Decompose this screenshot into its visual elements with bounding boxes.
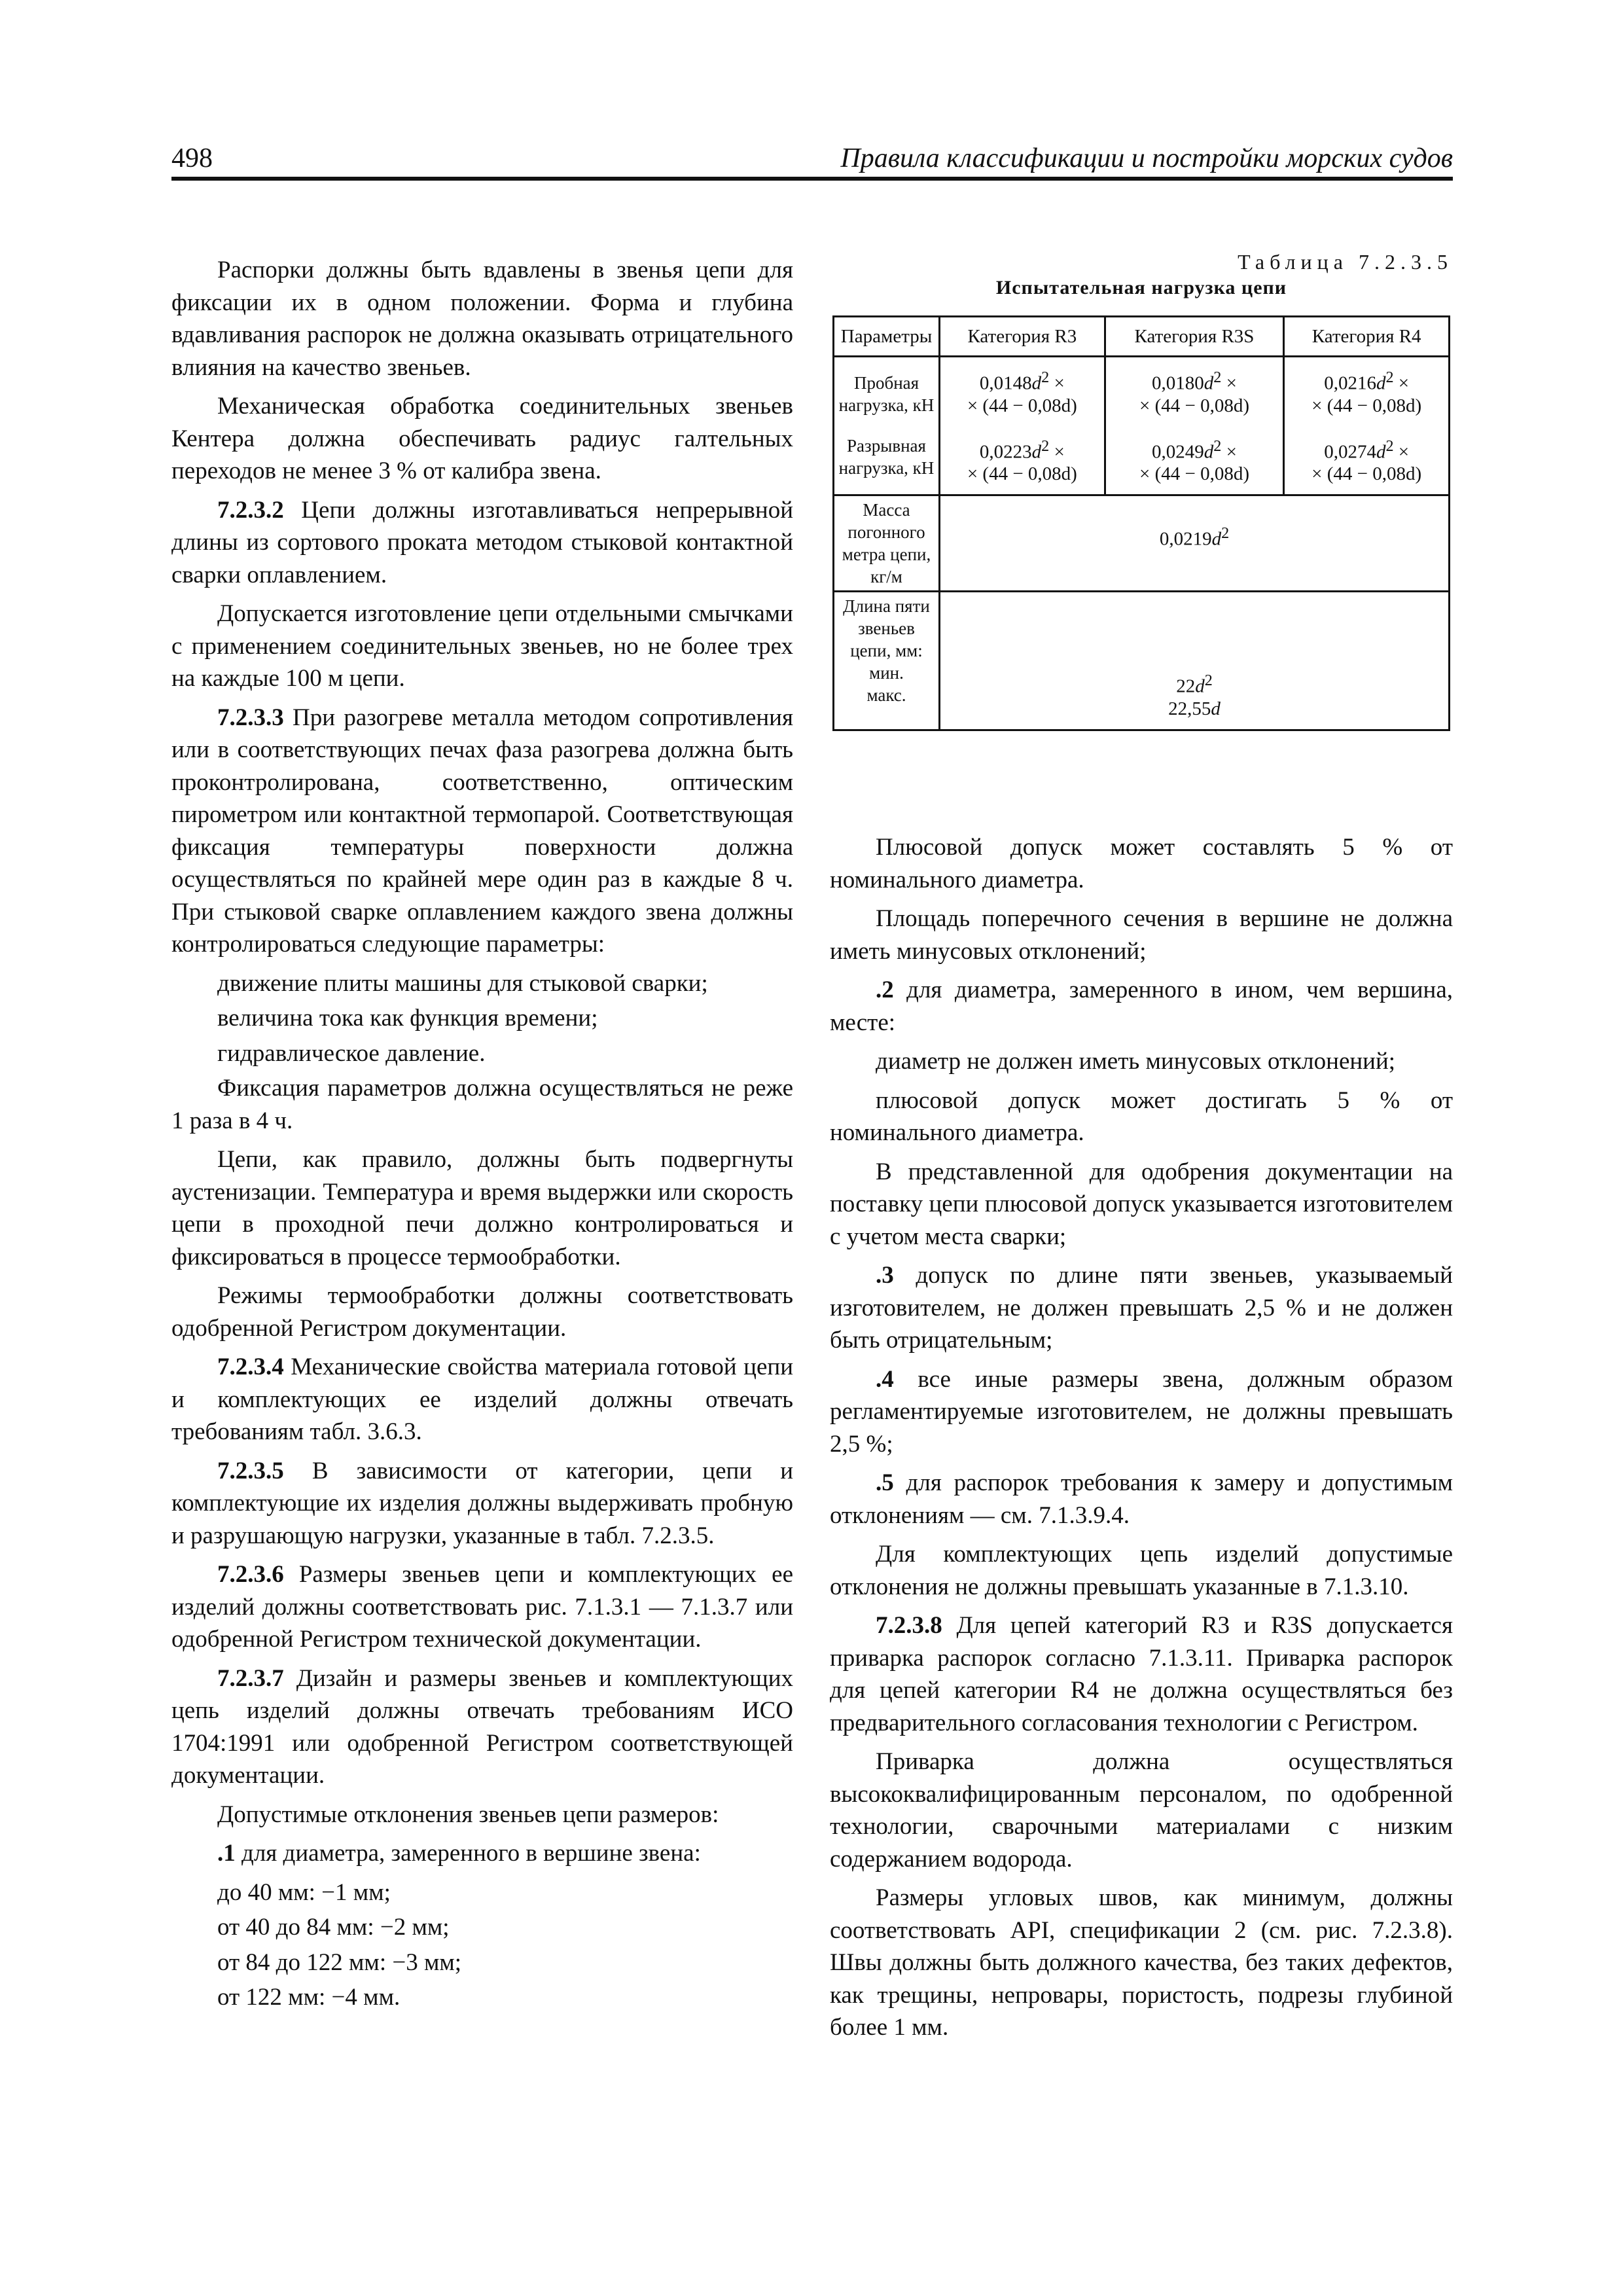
section-7-2-3-3: 7.2.3.3 При разогреве металла методом сопротивления или в соответствующих печах фаза разогрева должна быть проконтролирована, соответственно, оптическим пирометром или контактной термопарой. Соответствующая фиксация температуры поверхности должна осуществляться по крайней мере один раз в каждые 8 ч. При стыковой сварке оплавлением каждого звена должны контролироваться следующие параметры: — [171, 704, 793, 958]
paragraph: Для комплектующих цепь изделий допустимые отклонения не должны превышать указанные в 7.1.3.10. — [830, 1541, 1453, 1600]
list-item: величина тока как функция времени; — [217, 1005, 598, 1031]
proof-formula: $0,0180d^2$ × — [1152, 368, 1237, 394]
item-number: .1 — [217, 1840, 236, 1867]
break-formula: $0,0249d^2$ × — [1152, 437, 1237, 463]
section-7-2-3-8: 7.2.3.8 Для цепей категорий R3 и R3S допускается приварка распорок согласно 7.1.3.11. Приварка распорок для цепей категории R4 не должна осуществляться без предварительного согласования технологии с Регистром. — [830, 1612, 1453, 1736]
table-number: Таблица 7.2.3.5 — [1238, 250, 1453, 274]
item-number: .4 — [876, 1365, 894, 1393]
page-number: 498 — [171, 143, 213, 173]
item-number: .2 — [876, 977, 894, 1003]
section-7-2-3-6: 7.2.3.6 Размеры звеньев цепи и комплектующих ее изделий должны соответствовать рис. 7.1.3.1 — 7.1.3.7 или одобренной Регистром технической документации. — [171, 1561, 793, 1653]
section-7-2-3-4: 7.2.3.4 Механические свойства материала готовой цепи и комплектующих ее изделий должны отвечать требованиям табл. 3.6.3. — [171, 1354, 793, 1445]
table-row-mass — [834, 495, 1450, 592]
tolerance-line: от 84 до 122 мм: −3 мм; — [217, 1948, 462, 1976]
paragraph: Распорки должны быть вдавлены в звенья цепи для фиксации их в одном положении. Форма и глубина вдавливания распорок не должна оказывать отрицательного влияния на качество звеньев. — [171, 257, 793, 381]
column-header: Категория R4 — [1284, 317, 1450, 357]
break-formula-tail: × (44 − 0,08d) — [1311, 463, 1422, 485]
proof-formula: $0,0216d^2$ × — [1324, 368, 1410, 394]
section-number: 7.2.3.3 — [217, 704, 284, 731]
section-number: 7.2.3.7 — [217, 1664, 284, 1692]
paragraph: Приварка должна осуществляться высококвалифицированным персоналом, по одобренной технологии, сварочными материалами с низким содержанием водорода. — [830, 1748, 1453, 1873]
length-label: Длина пяти звеньев цепи, мм: — [843, 596, 930, 661]
column-header: Категория R3S — [1105, 317, 1284, 357]
paragraph: Механическая обработка соединительных звеньев Кентера должна обеспечивать радиус галтельных переходов не менее 3 % от калибра звена. — [171, 393, 793, 484]
paragraph: Размеры угловых швов, как минимум, должны соответствовать API, спецификации 2 (см. рис. 7.2.3.8). Швы должны быть должного качества, без таких дефектов, как трещины, непровары, пористость, подрезы глубиной более 1 мм. — [830, 1884, 1453, 2041]
table-title: Испытательная нагрузка цепи — [995, 277, 1287, 298]
paragraph: Плюсовой допуск может составлять 5 % от номинального диаметра. — [830, 834, 1453, 893]
section-7-2-3-2: 7.2.3.2 Цепи должны изготавливаться непрерывной длины из сортового проката методом стыковой контактной сварки оплавлением. — [171, 496, 793, 588]
proof-formula-tail: × (44 − 0,08d) — [1139, 395, 1249, 416]
right-column — [830, 831, 1453, 2051]
page-header — [171, 143, 1453, 177]
proof-formula-tail: × (44 − 0,08d) — [967, 395, 1077, 416]
paragraph: Режимы термообработки должны соответствовать одобренной Регистром документации. — [171, 1282, 793, 1342]
break-formula: $0,0274d^2$ × — [1324, 437, 1410, 463]
item-number: .5 — [876, 1469, 894, 1496]
section-number: 7.2.3.4 — [217, 1354, 284, 1380]
paragraph: плюсовой допуск может достигать 5 % от номинального диаметра. — [830, 1086, 1453, 1146]
break-formula-tail: × (44 − 0,08d) — [1139, 463, 1249, 485]
item-number: .3 — [876, 1262, 894, 1289]
proof-formula-tail: × (44 − 0,08d) — [1311, 395, 1422, 416]
section-7-2-3-7: 7.2.3.7 Дизайн и размеры звеньев и комплектующих цепь изделий должны отвечать требованиям ИСО 1704:1991 или одобренной Регистром соответствующей документации. — [171, 1664, 793, 1789]
table-caption — [830, 250, 1453, 299]
list-item: .1 для диаметра, замеренного в вершине звена: — [217, 1840, 701, 1867]
tolerance-line: от 40 до 84 мм: −2 мм; — [217, 1914, 450, 1941]
paragraph: Допустимые отклонения звеньев цепи размеров: — [217, 1801, 719, 1828]
break-formula-tail: × (44 − 0,08d) — [967, 463, 1077, 485]
section-number: 7.2.3.5 — [217, 1457, 284, 1484]
test-load-table — [832, 315, 1450, 731]
left-column — [171, 254, 793, 2017]
list-item: .2 для диаметра, замеренного в ином, чем вершина, месте: — [830, 977, 1453, 1036]
header-rule — [171, 177, 1453, 181]
paragraph: Площадь поперечного сечения в вершине не должна иметь минусовых отклонений; — [830, 905, 1453, 965]
mass-label: Масса погонного метра цепи, кг/м — [834, 495, 940, 592]
list-item: .5 для распорок требования к замеру и допустимым отклонениям — см. 7.1.3.9.4. — [830, 1469, 1453, 1529]
length-max-label: макс. — [866, 685, 906, 706]
tolerance-line: до 40 мм: −1 мм; — [217, 1878, 391, 1906]
running-title: Правила классификации и постройки морских судов — [840, 143, 1453, 173]
paragraph: В представленной для одобрения документации на поставку цепи плюсовой допуск указывается изготовителем с учетом места сварки; — [830, 1158, 1453, 1250]
length-max-value: 22,55d — [1168, 698, 1221, 719]
column-header: Параметры — [834, 317, 940, 357]
tolerance-line: от 122 мм: −4 мм. — [217, 1984, 401, 2011]
mass-value: $0,0219d^2$ — [940, 495, 1450, 592]
section-number: 7.2.3.6 — [217, 1561, 284, 1588]
list-item: гидравлическое давление. — [217, 1039, 486, 1067]
row-label-loads — [834, 357, 940, 495]
column-header: Категория R3 — [940, 317, 1105, 357]
length-values — [940, 592, 1450, 730]
section-number: 7.2.3.2 — [217, 496, 284, 524]
table-header-row — [834, 317, 1450, 357]
length-min-value: $22d^2$ — [1176, 672, 1213, 697]
cell-r3s — [1105, 357, 1284, 495]
table-row-length — [834, 592, 1450, 730]
row-label-length — [834, 592, 940, 730]
paragraph: диаметр не должен иметь минусовых отклонений; — [876, 1048, 1396, 1075]
table-row-loads — [834, 357, 1450, 495]
list-item: .4 все иные размеры звена, должным образом регламентируемые изготовителем, не должны превышать 2,5 %; — [830, 1365, 1453, 1458]
paragraph: Фиксация параметров должна осуществляться не реже 1 раза в 4 ч. — [171, 1075, 793, 1134]
break-load-label: Разрывная нагрузка, кН — [838, 436, 935, 478]
cell-r3 — [940, 357, 1105, 495]
paragraph: Допускается изготовление цепи отдельными смычками с применением соединительных звеньев, но не более трех на каждые 100 м цепи. — [171, 600, 793, 692]
list-item: движение плиты машины для стыковой сварки; — [217, 969, 708, 997]
break-formula: $0,0223d^2$ × — [979, 437, 1065, 463]
length-min-label: мин. — [869, 663, 904, 683]
section-number: 7.2.3.8 — [876, 1612, 942, 1639]
proof-load-label: Пробная нагрузка, кН — [838, 373, 935, 415]
list-item: .3 допуск по длине пяти звеньев, указываемый изготовителем, не должен превышать 2,5 % и не должен быть отрицательным; — [830, 1262, 1453, 1354]
proof-formula: $0,0148d^2$ × — [979, 368, 1065, 394]
section-7-2-3-5: 7.2.3.5 В зависимости от категории, цепи и комплектующие их изделия должны выдерживать пробную и разрушающую нагрузки, указанные в табл. 7.2.3.5. — [171, 1457, 793, 1549]
cell-r4 — [1284, 357, 1450, 495]
paragraph: Цепи, как правило, должны быть подвергнуты аустенизации. Температура и время выдержки или скорость цепи в проходной печи должно контролироваться и фиксироваться в процессе термообработки. — [171, 1146, 793, 1270]
